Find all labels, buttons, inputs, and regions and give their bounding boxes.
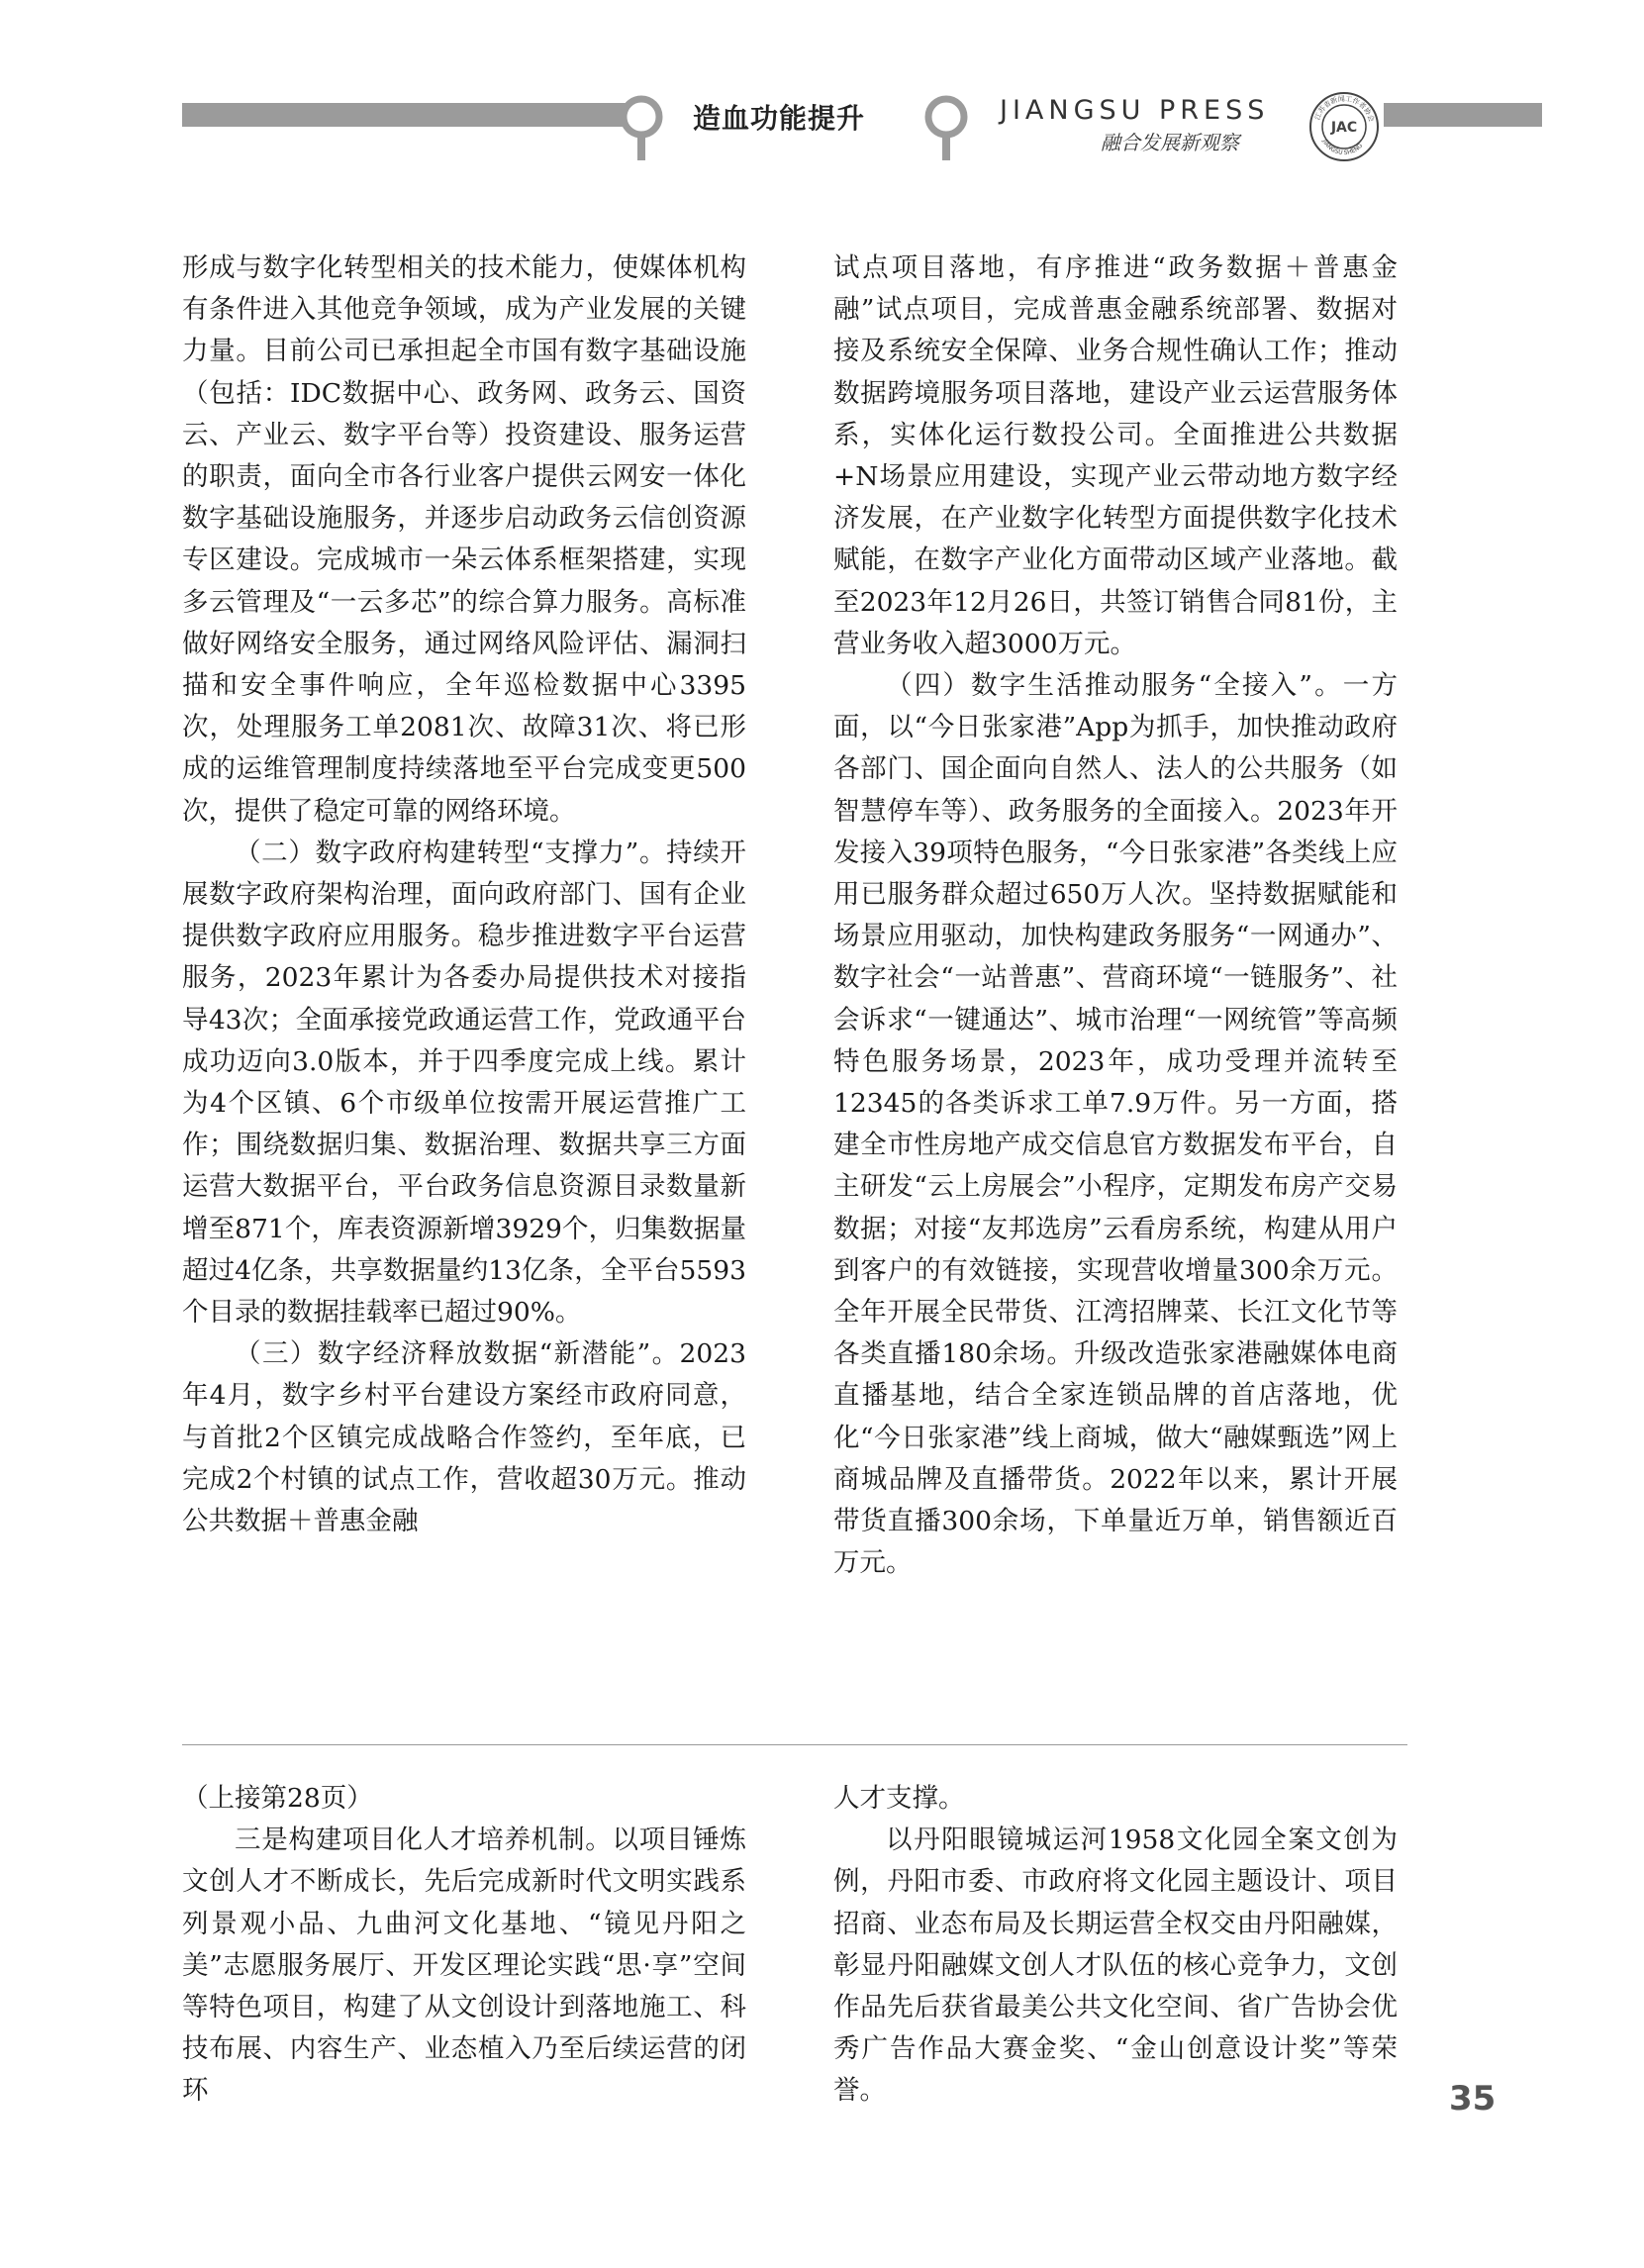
brand-subtitle: 融合发展新观察 [1101, 131, 1239, 154]
location-pin-icon [616, 93, 667, 162]
seal-monogram: JAC [1330, 120, 1358, 136]
article-column-left [182, 247, 746, 1542]
continuation-column-left [182, 1778, 746, 2113]
continuation-note: （上接第28页） [182, 1783, 373, 1814]
continuation-column-right [833, 1778, 1398, 2113]
seal-ring-latin-text: JIANGSU SHENG [1320, 138, 1365, 157]
paragraph: 试点项目落地，有序推进“政务数据＋普惠金融”试点项目，完成普惠金融系统部署、数据对接及系统安全保障、业务合规性确认工作；推动数据跨境服务项目落地，建设产业云运营服务体系，实体化运行数投公司。全面推进公共数据+N场景应用建设，实现产业云带动地方数字经济发展，在产业数字化转型方面提供数字化技术赋能，在数字产业化方面带动区域产业落地。截至2023年12月26日，共签订销售合同81份，主营业务收入超3000万元。 [833, 252, 1398, 659]
paragraph: （四）数字生活推动服务“全接入”。一方面，以“今日张家港”App为抓手，加快推动政府各部门、国企面向自然人、法人的公共服务（如智慧停车等）、政务服务的全面接入。2023年开发接入39项特色服务，“今日张家港”各类线上应用已服务群众超过650万人次。坚持数据赋能和场景应用驱动，加快构建政务服务“一网通办”、数字社会“一站普惠”、营商环境“一链服务”、社会诉求“一键通达”、城市治理“一网统管”等高频特色服务场景，2023年，成功受理并流转至12345的各类诉求工单7.9万件。另一方面，搭建全市性房地产成交信息官方数据发布平台，自主研发“云上房展会”小程序，定期发布房产交易数据；对接“友邦选房”云看房系统，构建从用户到客户的有效链接，实现营收增量300余万元。全年开展全民带货、江湾招牌菜、长江文化节等各类直播180余场。升级改造张家港融媒体电商直播基地，结合全家连锁品牌的首店落地，优化“今日张家港”线上商城，做大“融媒甄选”网上商城品牌及直播带货。2022年以来，累计开展带货直播300余场，下单量近万单，销售额近百万元。 [833, 670, 1398, 1579]
paragraph: 三是构建项目化人才培养机制。以项目锤炼文创人才不断成长，先后完成新时代文明实践系列景观小品、九曲河文化基地、“镜见丹阳之美”志愿服务展厅、开发区理论实践“思·享”空间等特色项目，构建了从文创设计到落地施工、科技布展、内容生产、业态植入乃至后续运营的闭环 [182, 1824, 746, 2107]
location-pin-icon [920, 93, 972, 162]
paragraph: （三）数字经济释放数据“新潜能”。2023年4月，数字乡村平台建设方案经市政府同意，与首批2个区镇完成战略合作签约，至年底，已完成2个村镇的试点工作，营收超30万元。推动公共数据＋普惠金融 [182, 1338, 746, 1537]
association-seal-logo [1308, 91, 1380, 162]
seal-ring-text: 江苏省新闻工作者协会 [1313, 94, 1376, 123]
page-number: 35 [1449, 2079, 1497, 2119]
section-divider [182, 1744, 1407, 1745]
section-title: 造血功能提升 [693, 102, 866, 135]
header-bar-left [182, 103, 637, 127]
header-bar-right [1384, 103, 1542, 127]
paragraph: 以丹阳眼镜城运河1958文化园全案文创为例，丹阳市委、市政府将文化园主题设计、项目招商、业态布局及长期运营全权交由丹阳融媒，彰显丹阳融媒文创人才队伍的核心竞争力，文创作品先后获省最美公共文化空间、省广告协会优秀广告作品大赛金奖、“金山创意设计奖”等荣誉。 [833, 1824, 1398, 2107]
paragraph: 人才支撑。 [833, 1783, 965, 1814]
brand-name: JIANGSU PRESS [1000, 95, 1270, 126]
paragraph: 形成与数字化转型相关的技术能力，使媒体机构有条件进入其他竞争领域，成为产业发展的关键力量。目前公司已承担起全市国有数字基础设施（包括：IDC数据中心、政务网、政务云、国资云、产业云、数字平台等）投资建设、服务运营的职责，面向全市各行业客户提供云网安一体化数字基础设施服务，并逐步启动政务云信创资源专区建设。完成城市一朵云体系框架搭建，实现多云管理及“一云多芯”的综合算力服务。高标准做好网络安全服务，通过网络风险评估、漏洞扫描和安全事件响应，全年巡检数据中心3395次，处理服务工单2081次、故障31次、将已形成的运维管理制度持续落地至平台完成变更500次，提供了稳定可靠的网络环境。 [182, 252, 746, 827]
paragraph: （二）数字政府构建转型“支撑力”。持续开展数字政府架构治理，面向政府部门、国有企业提供数字政府应用服务。稳步推进数字平台运营服务，2023年累计为各委办局提供技术对接指导43次；全面承接党政通运营工作，党政通平台成功迈向3.0版本，并于四季度完成上线。累计为4个区镇、6个市级单位按需开展运营推广工作；围绕数据归集、数据治理、数据共享三方面运营大数据平台，平台政务信息资源目录数量新增至871个，库表资源新增3929个，归集数据量超过4亿条，共享数据量约13亿条，全平台5593个目录的数据挂载率已超过90%。 [182, 837, 746, 1329]
article-column-right [833, 247, 1398, 1585]
